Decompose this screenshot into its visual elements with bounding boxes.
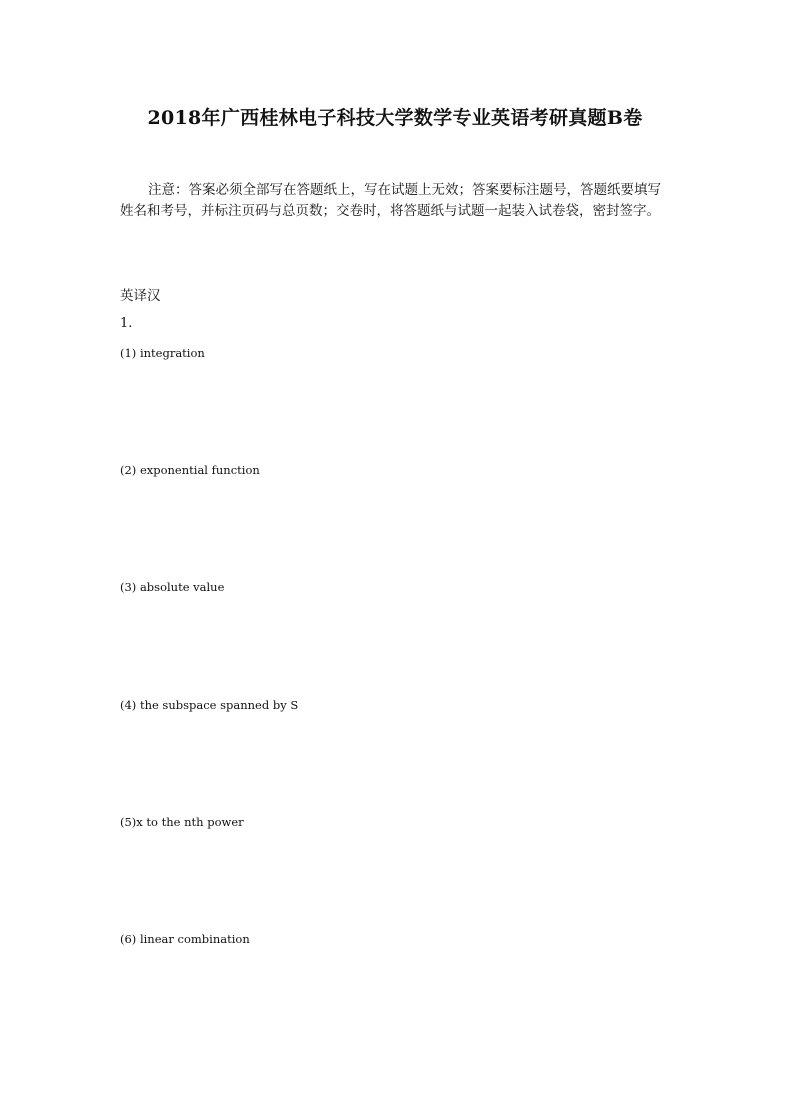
term-item-5: (5)x to the nth power [120,815,244,829]
term-item-3: (3) absolute value [120,580,225,594]
term-item-2: (2) exponential function [120,463,260,477]
term-item-6: (6) linear combination [120,932,250,946]
document-title: 2018年广西桂林电子科技大学数学专业英语考研真题B卷 [147,107,643,129]
section-heading: 英译汉 [120,288,161,304]
question-number: 1. [120,316,133,331]
term-item-4: (4) the subspace spanned by S [120,698,299,712]
term-item-1: (1) integration [120,346,205,360]
exam-notice: 注意：答案必须全部写在答题纸上，写在试题上无效；答案要标注题号，答题纸要填写姓名和考号，并标注页码与总页数；交卷时，将答题纸与试题一起装入试卷袋，密封签字。 [120,182,661,219]
